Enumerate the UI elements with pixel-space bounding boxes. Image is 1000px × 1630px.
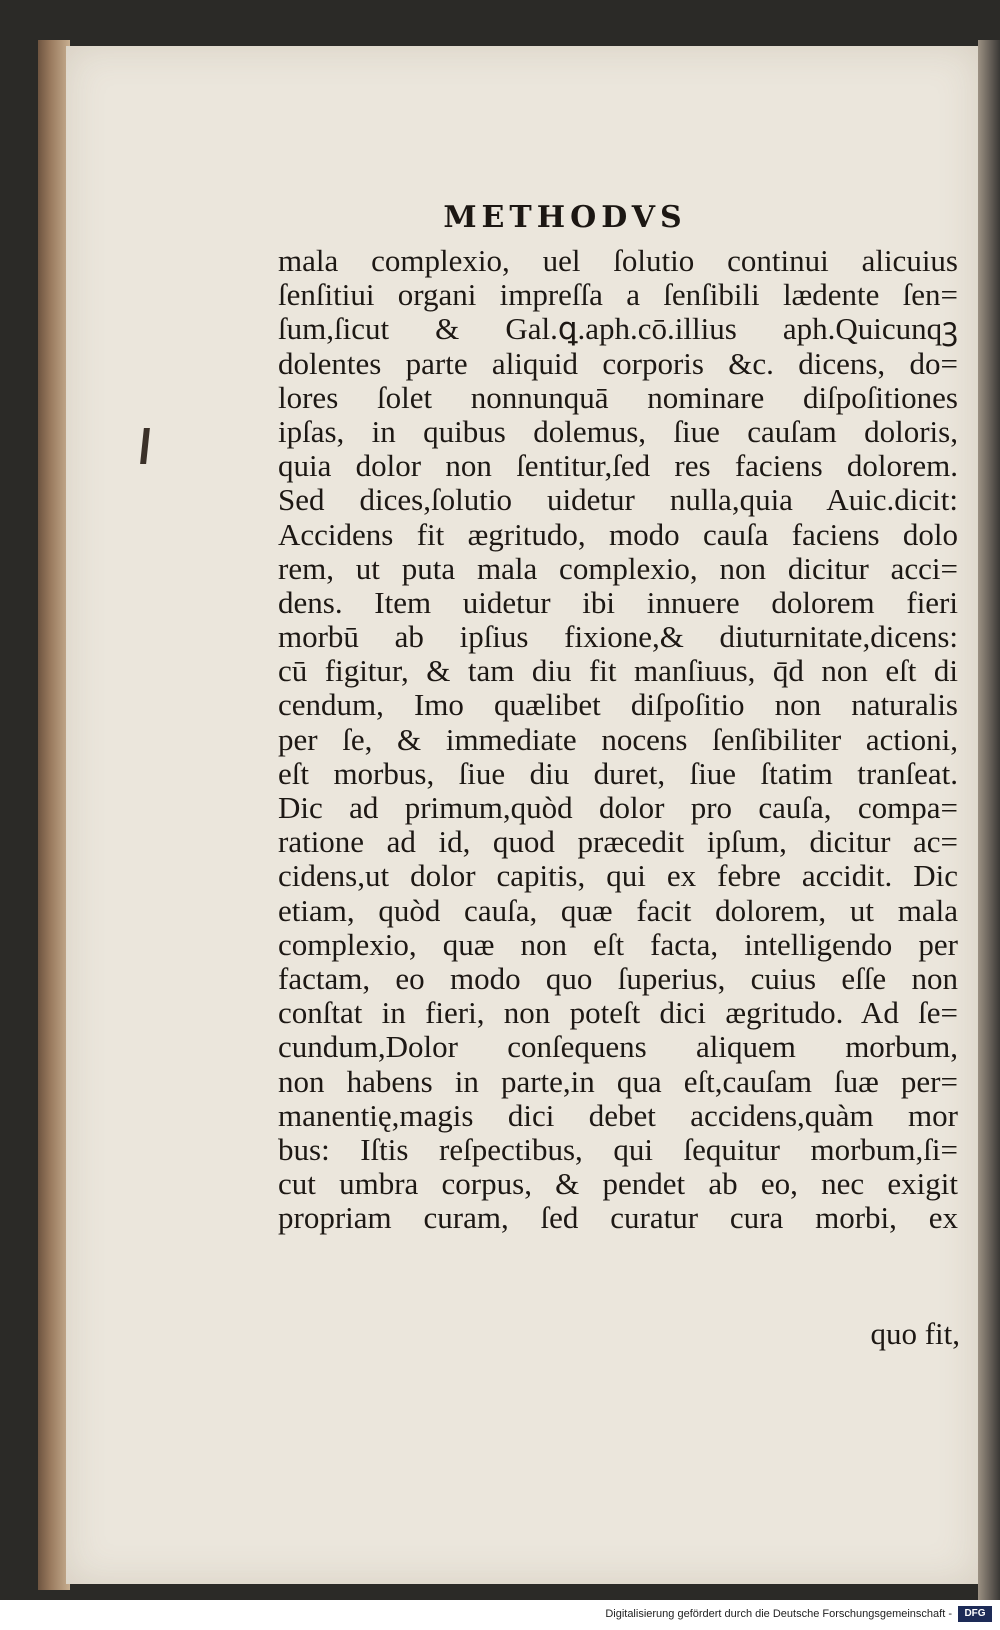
text-line: Dic ad primum,quòd dolor pro cauſa, compa=: [278, 790, 958, 825]
text-line: dens. Item uidetur ibi innuere dolorem fieri: [278, 584, 958, 620]
text-line: cut umbra corpus, & pendet ab eo, nec exigit: [278, 1166, 958, 1202]
text-line: cū figitur, & tam diu fit manſiuus, q̄d non eſt di: [278, 653, 958, 689]
text-line: per ſe, & immediate nocens ſenſibiliter actioni,: [278, 721, 958, 757]
text-line: rem, ut puta mala complexio, non dicitur acci=: [278, 550, 958, 586]
text-line: manentię,magis dici debet accidens,quàm mor: [278, 1097, 958, 1133]
text-line: propriam curam, ſed curatur cura morbi, ex: [278, 1200, 958, 1236]
text-line: cendum, Imo quælibet diſpoſitio non naturalis: [278, 687, 958, 723]
text-line: non habens in parte,in qua eſt,cauſam ſuæ per=: [278, 1063, 958, 1099]
text-line: lores ſolet nonnunquā nominare diſpoſitiones: [278, 379, 958, 415]
text-line: mala complexio, uel ſolutio continui alicuius: [278, 243, 958, 278]
text-line: ratione ad id, quod præcedit ipſum, dicitur ac=: [278, 824, 958, 860]
text-line: factam, eo modo quo ſuperius, cuius eſſe non: [278, 960, 958, 996]
text-line: bus: Iſtis reſpectibus, qui ſequitur morbum,ſi=: [278, 1131, 958, 1167]
text-line: ſum,ſicut & Gal.ꝗ.aph.cō.illius aph.Quicunqꝫ: [278, 311, 958, 347]
text-line: Accidens fit ægritudo, modo cauſa faciens dolo: [278, 516, 958, 552]
text-line: cundum,Dolor conſequens aliquem morbum,: [278, 1029, 958, 1065]
body-text: [278, 244, 958, 1235]
text-line: dolentes parte aliquid corporis &c. dicens, do=: [278, 345, 958, 381]
book-gutter-shadow: [978, 40, 1000, 1600]
text-line: etiam, quòd cauſa, quæ facit dolorem, ut mala: [278, 892, 958, 928]
running-header: METHODVS: [443, 200, 687, 235]
text-line: morbū ab ipſius fixione,& diuturnitate,dicens:: [278, 619, 958, 655]
digitization-credit: Digitalisierung gefördert durch die Deutsche Forschungsgemeinschaft -: [605, 1608, 952, 1620]
catchword: quo fit,: [870, 1316, 960, 1351]
text-line: complexio, quæ non eſt facta, intelligendo per: [278, 926, 958, 962]
text-line: ſenſitiui organi impreſſa a ſenſibili lædente ſen=: [278, 277, 958, 313]
text-line: Sed dices,ſolutio uidetur nulla,quia Auic.dicit:: [278, 482, 958, 518]
text-line: quia dolor non ſentitur,ſed res faciens dolorem.: [278, 448, 958, 484]
text-line: eſt morbus, ſiue diu duret, ſiue ſtatim tranſeat.: [278, 755, 958, 791]
text-line: conſtat in fieri, non poteſt dici ægritudo. Ad ſe=: [278, 995, 958, 1031]
text-line: ipſas, in quibus dolemus, ſiue cauſam doloris,: [278, 413, 958, 449]
dfg-logo: DFG: [958, 1606, 992, 1622]
text-line: cidens,ut dolor capitis, qui ex febre accidit. Dic: [278, 858, 958, 894]
